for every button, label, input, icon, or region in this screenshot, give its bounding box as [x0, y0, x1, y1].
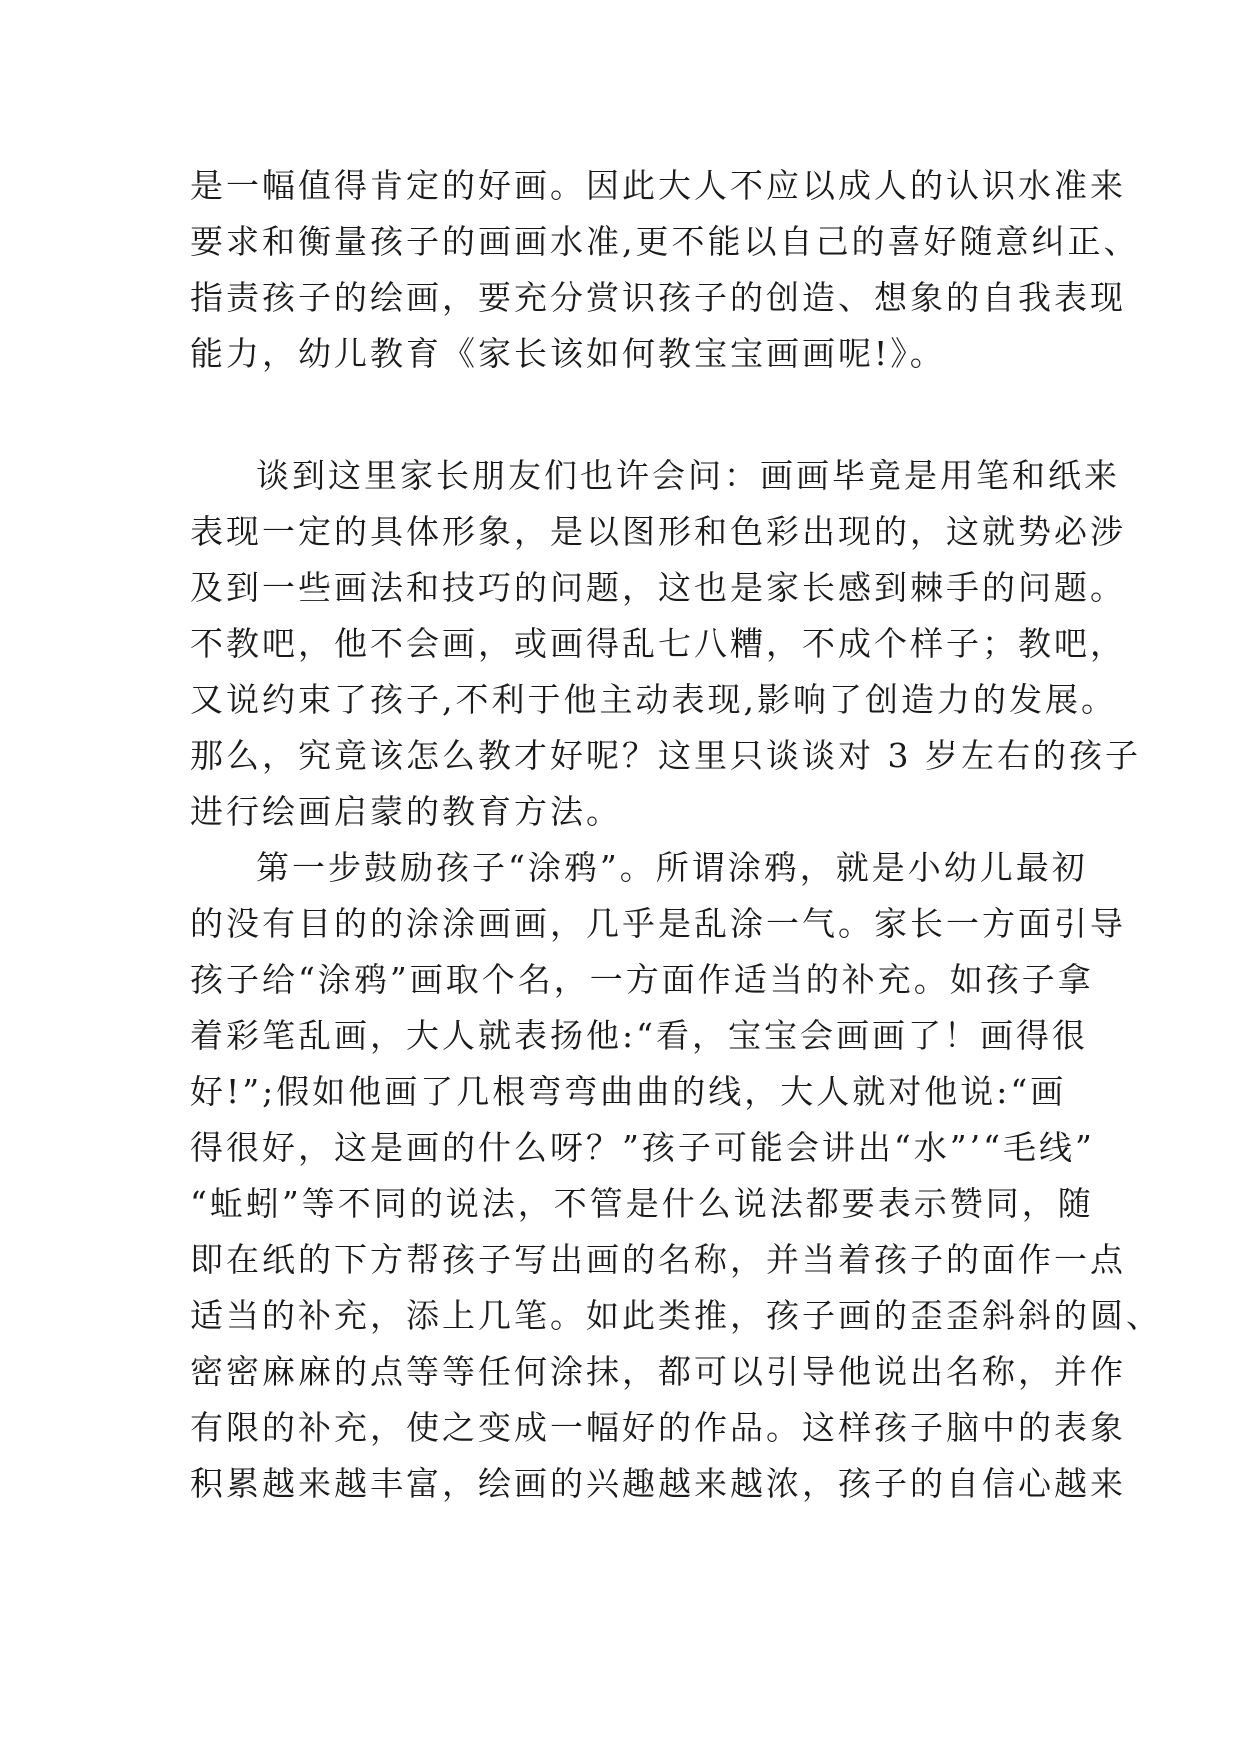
- paragraph-2-line-3: 及到一些画法和技巧的问题，这也是家长感到棘手的问题。: [190, 568, 1126, 607]
- paragraph-3-line-12: 积累越来越丰富，绘画的兴趣越来越浓，孩子的自信心越来: [190, 1464, 1126, 1503]
- paragraph-3-line-3: 孩子给“涂鸦”画取个名，一方面作适当的补充。如孩子拿: [190, 960, 1094, 999]
- paragraph-2-line-1: 谈到这里家长朋友们也许会问：画画毕竟是用笔和纸来: [256, 456, 1120, 495]
- paragraph-3-line-9: 适当的补充，添上几笔。如此类推，孩子画的歪歪斜斜的圆、: [190, 1296, 1162, 1335]
- paragraph-3-line-5: 好!”;假如他画了几根弯弯曲曲的线，大人就对他说:“画: [190, 1072, 1067, 1111]
- paragraph-2-line-6: 那么，究竟该怎么教才好呢？这里只谈谈对 3 岁左右的孩子: [190, 736, 1141, 775]
- paragraph-1-line-1: 是一幅值得肯定的好画。因此大人不应以成人的认识水准来: [190, 166, 1126, 205]
- paragraph-3-line-1: 第一步鼓励孩子“涂鸦”。所谓涂鸦，就是小幼儿最初: [256, 848, 1088, 887]
- paragraph-3-line-10: 密密麻麻的点等等任何涂抹，都可以引导他说出名称，并作: [190, 1352, 1126, 1391]
- paragraph-2-line-7: 进行绘画启蒙的教育方法。: [190, 792, 622, 831]
- paragraph-3-line-4: 着彩笔乱画，大人就表扬他:“看，宝宝会画画了！画得很: [190, 1016, 1088, 1055]
- paragraph-2-line-5: 又说约束了孩子,不利于他主动表现,影响了创造力的发展。: [190, 680, 1117, 719]
- paragraph-3-line-8: 即在纸的下方帮孩子写出画的名称，并当着孩子的面作一点: [190, 1240, 1126, 1279]
- paragraph-1-line-4: 能力，幼儿教育《家长该如何教宝宝画画呢!》。: [190, 334, 946, 373]
- paragraph-3-line-2: 的没有目的的涂涂画画，几乎是乱涂一气。家长一方面引导: [190, 904, 1126, 943]
- paragraph-3-line-6: 得很好，这是画的什么呀？”孩子可能会讲出“水”’“毛线”: [190, 1128, 1095, 1167]
- paragraph-1-line-3: 指责孩子的绘画，要充分赏识孩子的创造、想象的自我表现: [190, 278, 1126, 317]
- paragraph-3-line-11: 有限的补充，使之变成一幅好的作品。这样孩子脑中的表象: [190, 1408, 1126, 1447]
- paragraph-2-line-2: 表现一定的具体形象，是以图形和色彩出现的，这就势必涉: [190, 512, 1126, 551]
- paragraph-3-line-7: “蚯蚓”等不同的说法，不管是什么说法都要表示赞同，随: [190, 1184, 1094, 1223]
- paragraph-1-line-2: 要求和衡量孩子的画画水准,更不能以自己的喜好随意纠正、: [190, 222, 1140, 261]
- paragraph-2-line-4: 不教吧，他不会画，或画得乱七八糟，不成个样子；教吧，: [190, 624, 1126, 663]
